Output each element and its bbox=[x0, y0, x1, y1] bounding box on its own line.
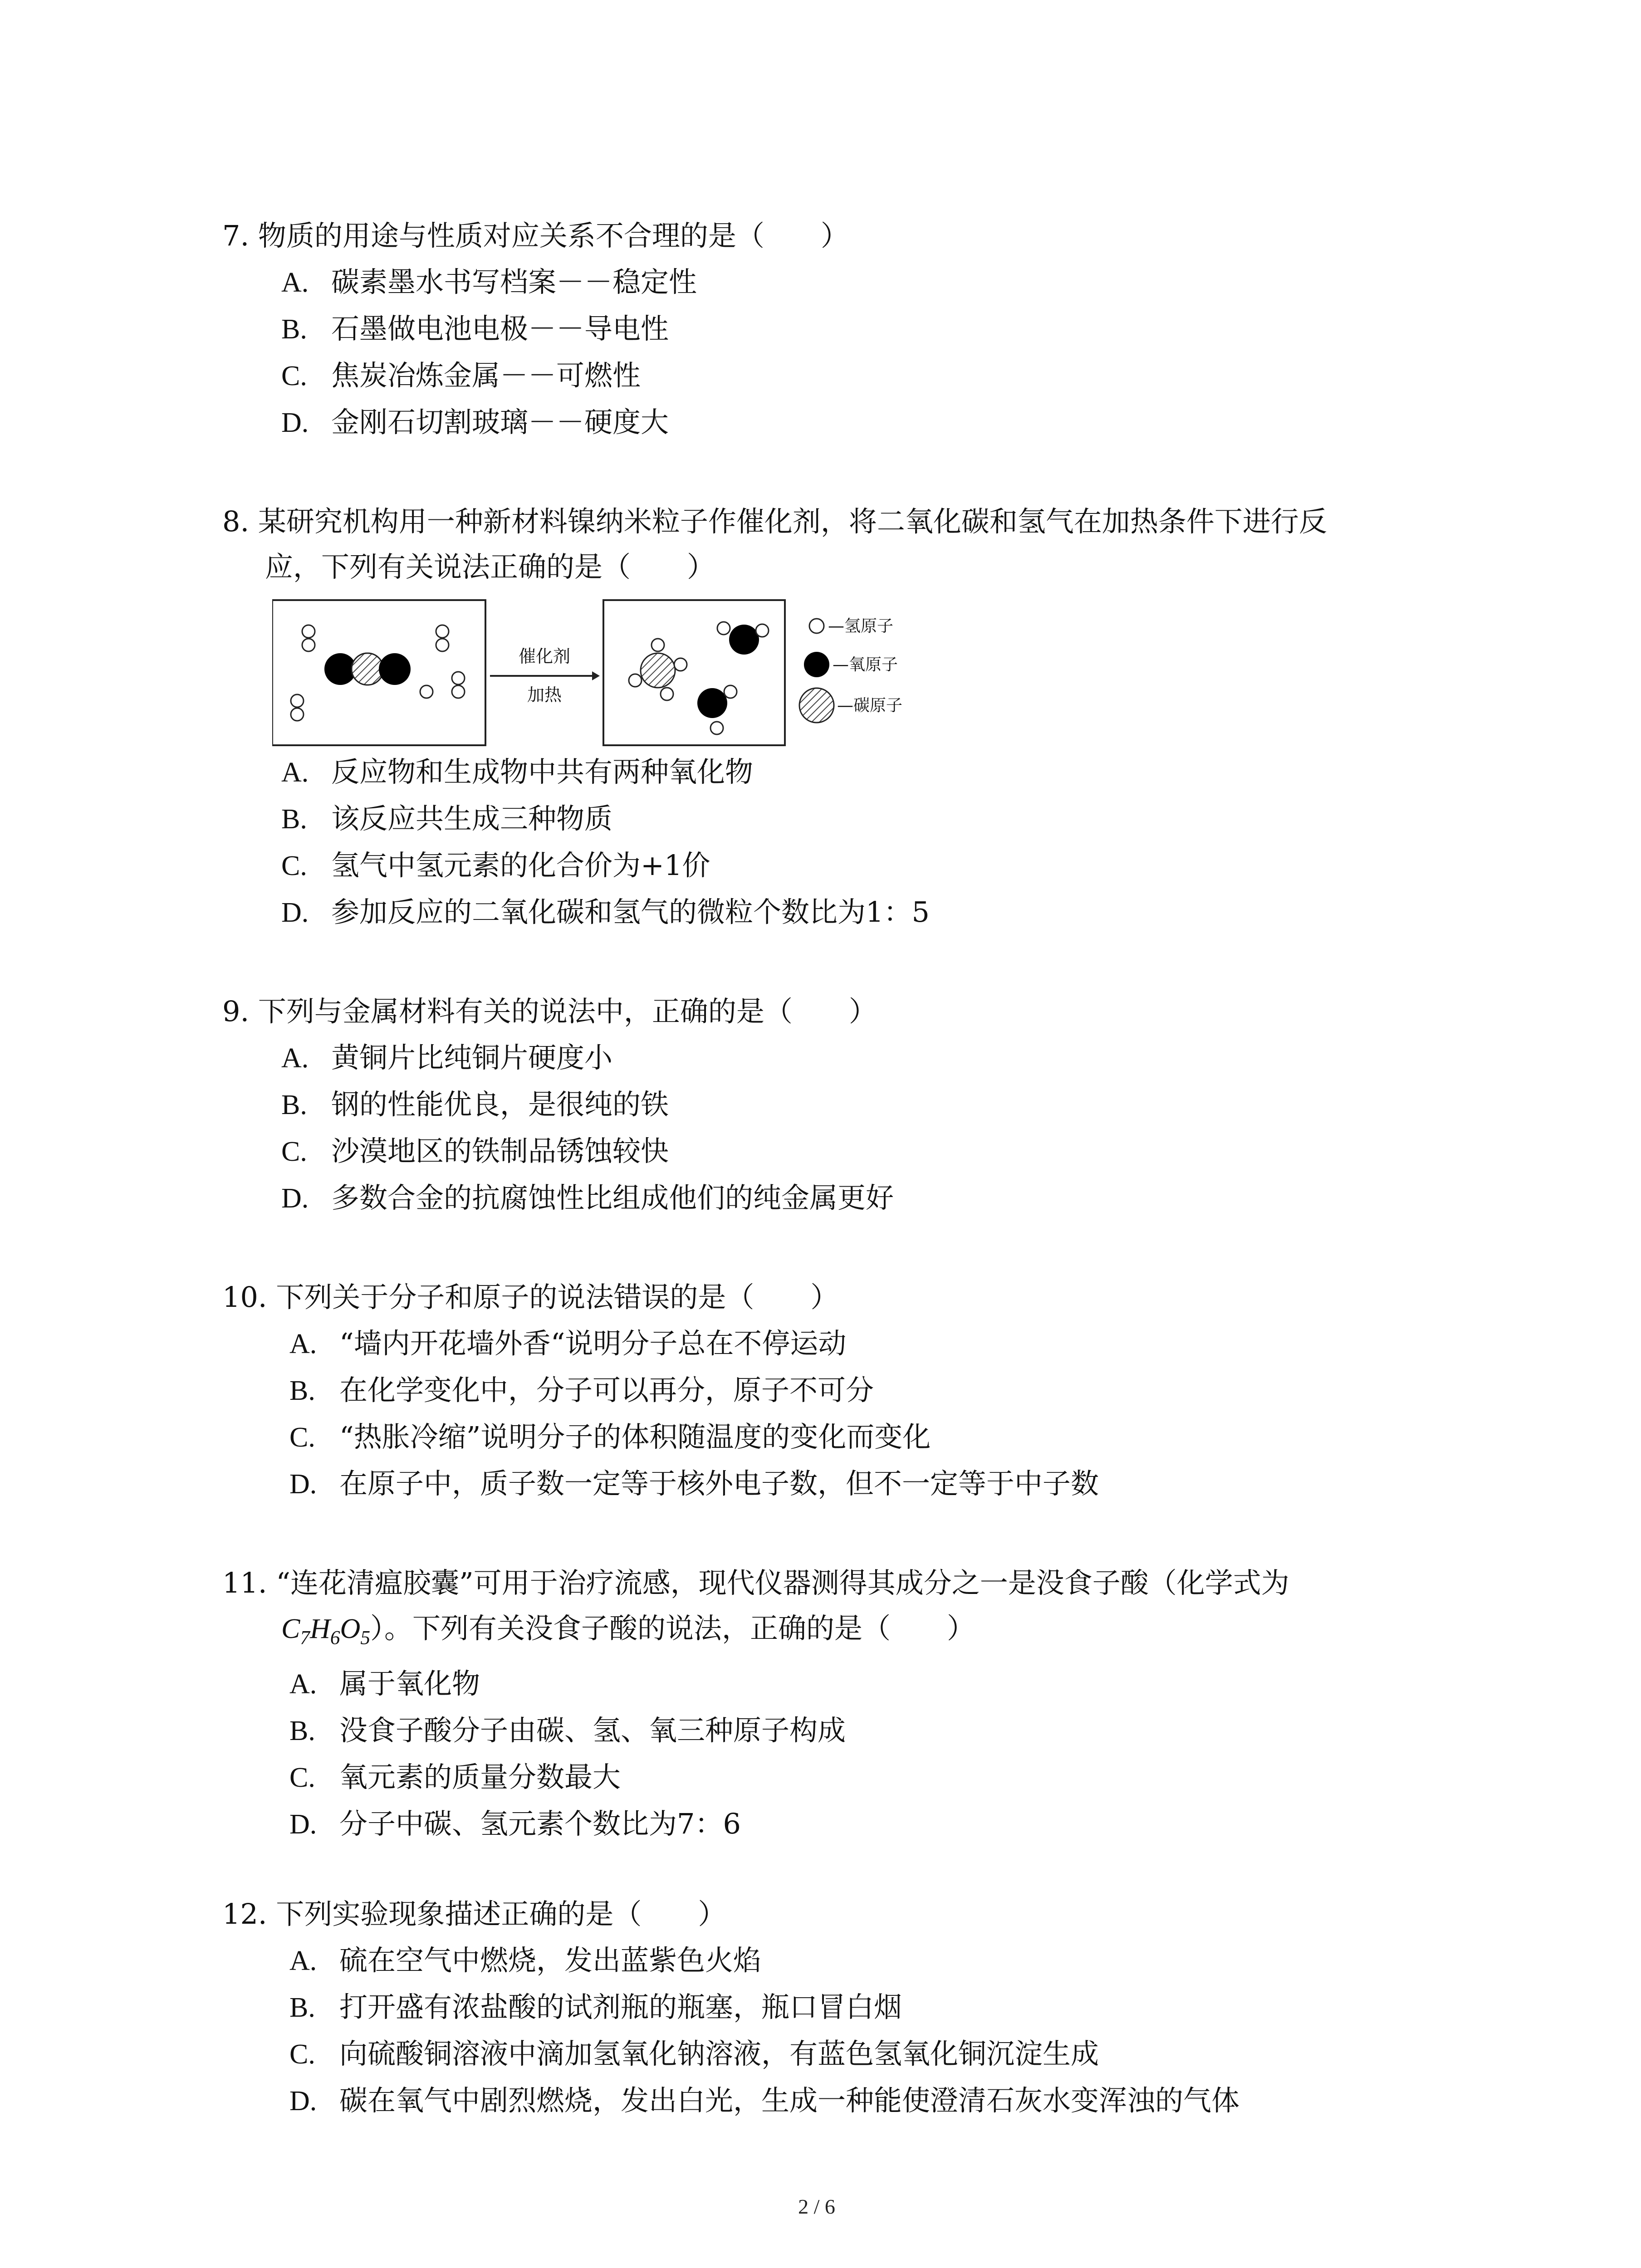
option-b: B. 钢的性能优良，是很纯的铁 bbox=[281, 1088, 669, 1121]
option-a: A. 属于氧化物 bbox=[289, 1667, 480, 1701]
option-a: A. 反应物和生成物中共有两种氧化物 bbox=[281, 755, 754, 788]
option-d: D. 金刚石切割玻璃－－硬度大 bbox=[281, 406, 669, 439]
question-stem bbox=[222, 1275, 1447, 1320]
question-number: 9. bbox=[222, 995, 250, 1028]
question-number: 11. bbox=[222, 1566, 267, 1599]
question-stem bbox=[222, 499, 1447, 590]
arrow-label-heat: 加热 bbox=[527, 685, 562, 705]
question-stem bbox=[222, 1892, 1447, 1937]
question-11 bbox=[222, 1560, 1447, 1847]
legend bbox=[799, 617, 902, 723]
option-a: A. “墙内开花墙外香“说明分子总在不停运动 bbox=[289, 1327, 847, 1360]
chemical-formula: $C_7H_6O_5$ bbox=[281, 1613, 371, 1649]
option-c: C. 向硫酸铜溶液中滴加氢氧化钠溶液，有蓝色氢氧化铜沉淀生成 bbox=[289, 2037, 1099, 2070]
question-9 bbox=[222, 989, 1447, 1221]
question-8-options bbox=[222, 748, 1447, 935]
option-b: B. 打开盛有浓盐酸的试剂瓶的瓶塞，瓶口冒白烟 bbox=[289, 1990, 902, 2024]
question-text: “连花清瘟胶囊”可用于治疗流感，现代仪器测得其成分之一是没食子酸（化学式为 bbox=[276, 1566, 1289, 1599]
option-c: C. “热胀冷缩”说明分子的体积随温度的变化而变化 bbox=[289, 1420, 931, 1453]
option-b: B. 石墨做电池电极－－导电性 bbox=[281, 312, 669, 345]
question-number: 12. bbox=[222, 1897, 267, 1931]
option-b: B. 没食子酸分子由碳、氢、氧三种原子构成 bbox=[289, 1714, 846, 1747]
option-a: A. 碳素墨水书写档案－－稳定性 bbox=[281, 265, 697, 298]
arrow-head-icon bbox=[592, 671, 600, 680]
option-d: D. 分子中碳、氢元素个数比为7：6 bbox=[289, 1807, 741, 1841]
option-d: D. 在原子中，质子数一定等于核外电子数，但不一定等于中子数 bbox=[289, 1467, 1099, 1500]
carbon-dioxide-molecule bbox=[324, 653, 433, 698]
arrow-label-catalyst: 催化剂 bbox=[518, 646, 571, 666]
option-b: B. 该反应共生成三种物质 bbox=[281, 802, 613, 835]
option-a: A. 硫在空气中燃烧，发出蓝紫色火焰 bbox=[289, 1944, 762, 1977]
question-stem bbox=[222, 1560, 1447, 1660]
option-c: C. 焦炭冶炼金属－－可燃性 bbox=[281, 359, 641, 392]
question-10 bbox=[222, 1275, 1447, 1507]
question-stem bbox=[222, 213, 1447, 259]
option-d: D. 多数合金的抗腐蚀性比组成他们的纯金属更好 bbox=[281, 1181, 894, 1214]
option-d: D. 碳在氧气中剧烈燃烧，发出白光，生成一种能使澄清石灰水变浑浊的气体 bbox=[289, 2084, 1240, 2117]
question-text: 下列实验现象描述正确的是（ ） bbox=[276, 1897, 726, 1931]
question-text-continued: 应，下列有关说法正确的是（ ） bbox=[265, 550, 715, 583]
option-a: A. 黄铜片比纯铜片硬度小 bbox=[281, 1041, 613, 1074]
question-text-continued: $C_7H_6O_5$）。下列有关没食子酸的说法，正确的是（ ） bbox=[281, 1612, 975, 1649]
carbon-atom-icon bbox=[799, 688, 834, 723]
option-c: C. 氧元素的质量分数最大 bbox=[289, 1760, 621, 1794]
question-text: 下列关于分子和原子的说法错误的是（ ） bbox=[276, 1281, 839, 1314]
methane-molecule bbox=[629, 639, 687, 700]
question-text: 物质的用途与性质对应关系不合理的是（ ） bbox=[258, 219, 849, 252]
option-d: D. 参加反应的二氧化碳和氢气的微粒个数比为1：5 bbox=[281, 895, 930, 929]
option-c: C. 沙漠地区的铁制品锈蚀较快 bbox=[281, 1134, 669, 1168]
option-b: B. 在化学变化中，分子可以再分，原子不可分 bbox=[289, 1374, 874, 1407]
question-number: 7. bbox=[222, 219, 250, 252]
legend-carbon: —碳原子 bbox=[837, 696, 903, 715]
question-text: 下列与金属材料有关的说法中，正确的是（ ） bbox=[258, 995, 877, 1028]
legend-oxygen: —氧原子 bbox=[833, 655, 898, 674]
option-c: C. 氢气中氢元素的化合价为+1价 bbox=[281, 849, 710, 882]
question-stem bbox=[222, 989, 1447, 1034]
question-7 bbox=[222, 213, 1447, 445]
page-number: 2 / 6 bbox=[798, 2195, 835, 2218]
oxygen-atom-icon bbox=[804, 652, 829, 677]
reaction-diagram bbox=[272, 599, 980, 748]
legend-hydrogen: —氢原子 bbox=[828, 617, 894, 635]
hydrogen-atom-icon bbox=[809, 619, 824, 633]
question-number: 10. bbox=[222, 1281, 267, 1314]
water-molecule-1 bbox=[717, 622, 769, 655]
products-box bbox=[603, 600, 785, 745]
water-molecule-2 bbox=[697, 685, 737, 734]
question-number: 8. bbox=[222, 505, 250, 538]
question-text: 某研究机构用一种新材料镍纳米粒子作催化剂，将二氧化碳和氢气在加热条件下进行反 bbox=[258, 505, 1327, 538]
question-8 bbox=[222, 499, 1447, 590]
question-12 bbox=[222, 1892, 1447, 2124]
